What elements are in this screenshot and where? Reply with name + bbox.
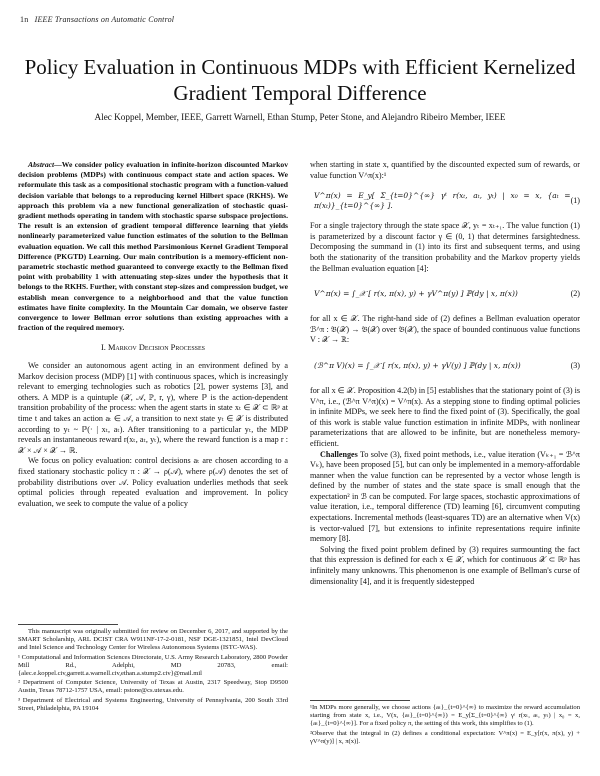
footnote-rule bbox=[310, 700, 410, 701]
body-paragraph: for all x ∈ 𝒳. Proposition 4.2(b) in [5] establishes that the stationary point of (3) is V^π, i.e., (ℬ^π V^π)(x) = V^π(x). As a stepping stone to finding optimal policies in infinite MDPs, we seek here to find the fixed point of (3). Specifically, the goal of this work is stable value function estimation in infinite MDPs, with nonlinear parameterizations that are allowed to be infinite, but are nonetheless memory-efficient. bbox=[310, 385, 580, 448]
footnote: ¹ Computational and Information Sciences Directorate, U.S. Army Research Laboratory, 2800 Powder Mill Rd., Adelphi, MD 20783, email: {alec.e.koppel.civ,garrett.a.warnell.civ,ethan.a.stump2.civ}@mail.mil bbox=[18, 653, 288, 678]
equation-2 bbox=[310, 281, 580, 307]
abstract-text: —We consider policy evaluation in infinite-horizon discounted Markov decision problems (MDPs) with continuous compact state and action spaces. We reformulate this task as a compositional stochastic program with a function-valued decision variable that belongs to a reproducing kernel Hilbert space (RKHS). We approach this problem via a new functional generalization of stochastic quasi-gradient methods operating in tandem with stochastic sparse subspace projections. The result is an extension of gradient temporal difference learning that yields nonlinearly parameterized value function estimates of the solution to the Bellman evaluation equation. We call this method Parsimonious Kernel Gradient Temporal Difference (PKGTD) Learning. Our main contribution is a memory-efficient non-parametric stochastic method guaranteed to converge exactly to the Bellman fixed point with probability 1 with attenuating step-sizes under the hypothesis that it belongs to the RKHS. Further, with constant step-sizes and compression budget, we establish mean convergence to a neighborhood and that the value function estimates have finite complexity. In the Mountain Car domain, we observe faster convergence to lower Bellman error solutions than existing approaches with a fraction of the required memory. bbox=[18, 160, 289, 333]
right-footnotes bbox=[310, 700, 580, 747]
body-paragraph: Solving the fixed point problem defined by (3) requires surmounting the fact that this expression is defined for each x ∈ 𝒳, which for continuous 𝒳 ⊂ ℝᵖ has infinitely many unknowns. This phenomenon is one example of Bellman's curse of dimensionality [4], and it is frequently sidestepped bbox=[310, 544, 580, 586]
body-paragraph: We focus on policy evaluation: control decisions aₜ are chosen according to a fixed stationary stochastic policy π : 𝒳 → ρ(𝒜), where ρ(𝒜) denotes the set of probability distributions over 𝒜. Policy evaluation underlies methods that seek optimal policies through repeated evaluation and improvement. In policy evaluation, we seek to compute the value of a policy bbox=[18, 456, 288, 508]
body-paragraph bbox=[310, 450, 580, 545]
equation-1 bbox=[310, 188, 580, 214]
equation-3 bbox=[310, 353, 580, 379]
abstract-label: Abstract bbox=[28, 160, 55, 169]
abstract bbox=[18, 160, 288, 333]
paper-title: Policy Evaluation in Continuous MDPs with Efficient Kernelized Gradient Temporal Difference bbox=[24, 55, 576, 105]
equation-number: (2) bbox=[570, 288, 580, 298]
footnote: This manuscript was originally submitted for review on December 6, 2017, and supported by the SMART Scholarship, ARL DCIST CRA W911NF-17-2-0181, NSF DGE-1321851, Intel DevCloud and Intel Science and Technology Center for Wireless Autonomous Systems (ISTC-WAS). bbox=[18, 628, 288, 652]
right-column bbox=[310, 160, 580, 587]
left-footnotes bbox=[18, 624, 288, 714]
footnote-rule bbox=[18, 624, 118, 625]
body-paragraph: for all x ∈ 𝒳. The right-hand side of (2) defines a Bellman evaluation operator ℬ^π : 𝔅(𝒳) → 𝔅(𝒳) over 𝔅(𝒳), the space of bounded continuous value functions V : 𝒳 → ℝ: bbox=[310, 314, 580, 345]
footnote: ¹In MDPs more generally, we choose actions {aₜ}_{t=0}^{∞} to maximize the reward accumulation starting from state x, i.e., V(x, {aₜ}_{t=0}^{∞}) = E_y[Σ_{t=0}^{∞} γᵗ r(xₜ, aₜ, yₜ) | x₀ = x, {aₜ}_{t=0}^{∞}]. For a fixed policy π, the setting of this work, this simplifies to (1). bbox=[310, 704, 580, 728]
body-paragraph: We consider an autonomous agent acting in an environment defined by a Markov decision process (MDP) [1] with continuous spaces, which is increasingly relevant to emerging technologies such as robotics [2], power systems [3], and others. A MDP is a quintuple (𝒳, 𝒜, ℙ, r, γ), where ℙ is the action-dependent transition probability of the process: when the agent starts in state xₜ ∈ 𝒳 ⊂ ℝᵖ at time t and takes an action aₜ ∈ 𝒜, a transition to next state yₜ ∈ 𝒳 is distributed according to yₜ ~ ℙ(· | xₜ, aₜ). After transitioning to a particular yₜ, the MDP reveals an instantaneous reward r(xₜ, aₜ, yₜ), where the reward function is a map r : 𝒳 × 𝒜 × 𝒳 → ℝ. bbox=[18, 361, 288, 455]
footnote: ² Department of Computer Science, University of Texas at Austin, 2317 Speedway, Stop D9500 Austin, Texas 78712-1757 USA, email: pstone@cs.utexas.edu. bbox=[18, 679, 288, 695]
equation-number: (3) bbox=[570, 360, 580, 370]
running-header bbox=[20, 15, 174, 24]
left-column bbox=[18, 160, 288, 509]
paragraph-lead: Challenges bbox=[320, 449, 358, 459]
equation-body: (ℬ^π V)(x) = ∫_𝒳 [ r(x, π(x), y) + γV(y) ] ℙ(dy | x, π(x)) bbox=[314, 360, 521, 370]
footnote: ³ Department of Electrical and Systems Engineering, University of Pennsylvania, 200 South 33rd Street, Philadelphia, PA 19104 bbox=[18, 696, 288, 712]
footnote: ²Observe that the integral in (2) defines a conditional expectation: V^π(x) = E_y[r(x, π(x), y) + γV^π(y)] | x, π(x)]. bbox=[310, 729, 580, 745]
section-heading: I. Markov Decision Processes bbox=[101, 343, 205, 353]
journal-name: IEEE Transactions on Automatic Control bbox=[34, 15, 175, 24]
body-paragraph: when starting in state x, quantified by the discounted expected sum of rewards, or value function V^π(x):¹ bbox=[310, 160, 580, 180]
equation-body: V^π(x) = ∫_𝒳 [ r(x, π(x), y) + γV^π(y) ] ℙ(dy | x, π(x)) bbox=[314, 288, 518, 298]
body-paragraph: For a single trajectory through the state space 𝒳, yₜ = xₜ₊₁. The value function (1) is parameterized by a discount factor γ ∈ (0, 1) that determines farsightedness. Decomposing the summand in (1) into its first and subsequent terms, and using both the stationarity of the transition probability and the Markov property yields the Bellman evaluation equation [4]: bbox=[310, 221, 580, 273]
page-number: 1n bbox=[20, 15, 29, 24]
equation-number: (1) bbox=[570, 195, 580, 205]
author-list: Alec Koppel, Member, IEEE, Garrett Warnell, Ethan Stump, Peter Stone, and Alejandro Ribeiro Member, IEEE bbox=[94, 112, 506, 122]
equation-body: V^π(x) = E_y[ Σ_{t=0}^{∞} γᵗ r(xₜ, aₜ, yₜ) | x₀ = x, {aₜ = π(xₜ)}_{t=0}^{∞} ]. bbox=[314, 190, 571, 211]
paragraph-text: To solve (3), fixed point methods, i.e., value iteration (Vₖ₊₁ = ℬ^π Vₖ), have been proposed [5], but can only be implemented in a memory-affordable manner when the value function can be represented by a vector whose length is defined by the number of states and the state space is small enough that the expectation² in ℬ can be computed. For large spaces, stochastic approximations of value iteration, i.e., temporal difference (TD) learning [6], circumvent computing expectations. Incremental methods (least-squares TD) are an alternative when V(x) is vector-valued [7], but extensions to infinite representations require infinite memory [8]. bbox=[310, 449, 580, 544]
